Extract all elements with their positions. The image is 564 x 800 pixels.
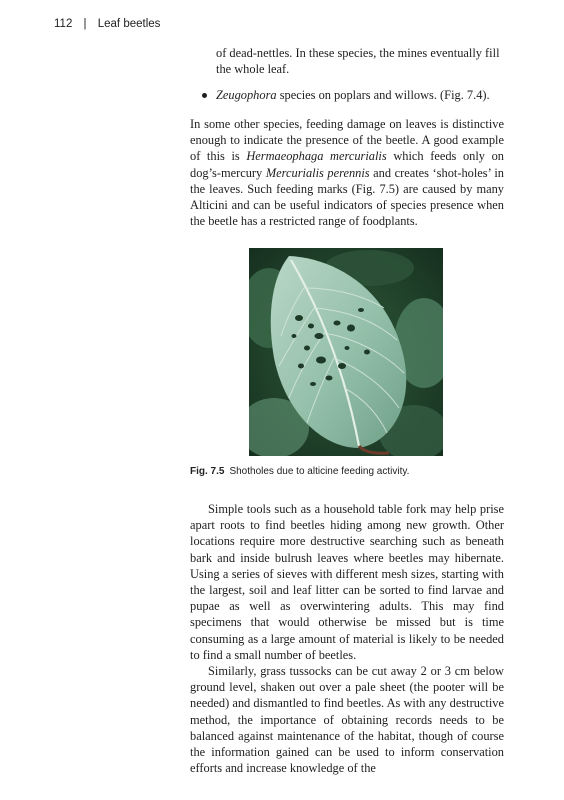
header-separator: |: [83, 18, 87, 30]
paragraph-tools: Simple tools such as a household table fork may help prise apart roots to find beetles hiding among new growth. Other locations require more destructive searching such as beneath bark and inside bulrush leaves where beetles may hibernate. Using a series of sieves with different mesh sizes, starting with the largest, soil and leaf litter can be sorted to find larvae and pupae as well as overwintering adults. This may find specimens that would otherwise be missed but is time consuming as a large amount of material is likely to be needed to find a small number of beetles.: [190, 502, 504, 662]
bullet-item-text: [190, 87, 504, 103]
paragraph-collecting-methods: [190, 501, 504, 776]
section-title: Leaf beetles: [97, 18, 161, 30]
text-run: which feeds only on dog’s-mercury: [190, 149, 504, 180]
text-run: In some other species, feeding damage on leaves is distinctive enough to indicate the presence of the beetle. A good example of this is: [190, 117, 504, 164]
species-name-hermaeophaga: Hermaeophaga mercurialis: [246, 149, 387, 164]
bullet-continuation: [190, 45, 504, 77]
figure-leaf-photo: [249, 248, 443, 456]
figure-caption: [190, 466, 409, 477]
leaf-photo-image: [249, 248, 443, 456]
paragraph-feeding-damage: [190, 116, 504, 229]
figure-caption-text: Shotholes due to alticine feeding activity.: [229, 466, 410, 477]
species-name-zeugophora: Zeugophora: [216, 88, 277, 102]
species-name-mercurialis: Mercurialis perennis: [265, 165, 370, 180]
paragraph-text: [190, 116, 504, 229]
bullet-dot-icon: [202, 93, 207, 98]
bullet-item-rest: species on poplars and willows. (Fig. 7.4).: [276, 88, 490, 102]
running-head: [54, 18, 160, 30]
bullet-continuation-text: of dead-nettles. In these species, the mines eventually fill the whole leaf.: [216, 46, 500, 77]
bullet-item-zeugophora: [190, 87, 504, 103]
paragraph-tussocks: Similarly, grass tussocks can be cut away 2 or 3 cm below ground level, shaken out over a pale sheet (the pooter will be needed) and dismantled to find beetles. As with any destructive method, the importance of obtaining records needs to be balanced against maintenance of the habitat, though of course the information gained can be used to inform conservation efforts and increase knowledge of the: [190, 664, 504, 776]
text-run: and creates ‘shot-holes’ in the leaves. Such feeding marks (Fig. 7.5) are caused by many Alticini and can be useful indicators of species presence when the beetle has a restricted range of foodplants.: [190, 165, 505, 229]
figure-label: Fig. 7.5: [190, 466, 225, 477]
page-number: 112: [54, 18, 73, 30]
